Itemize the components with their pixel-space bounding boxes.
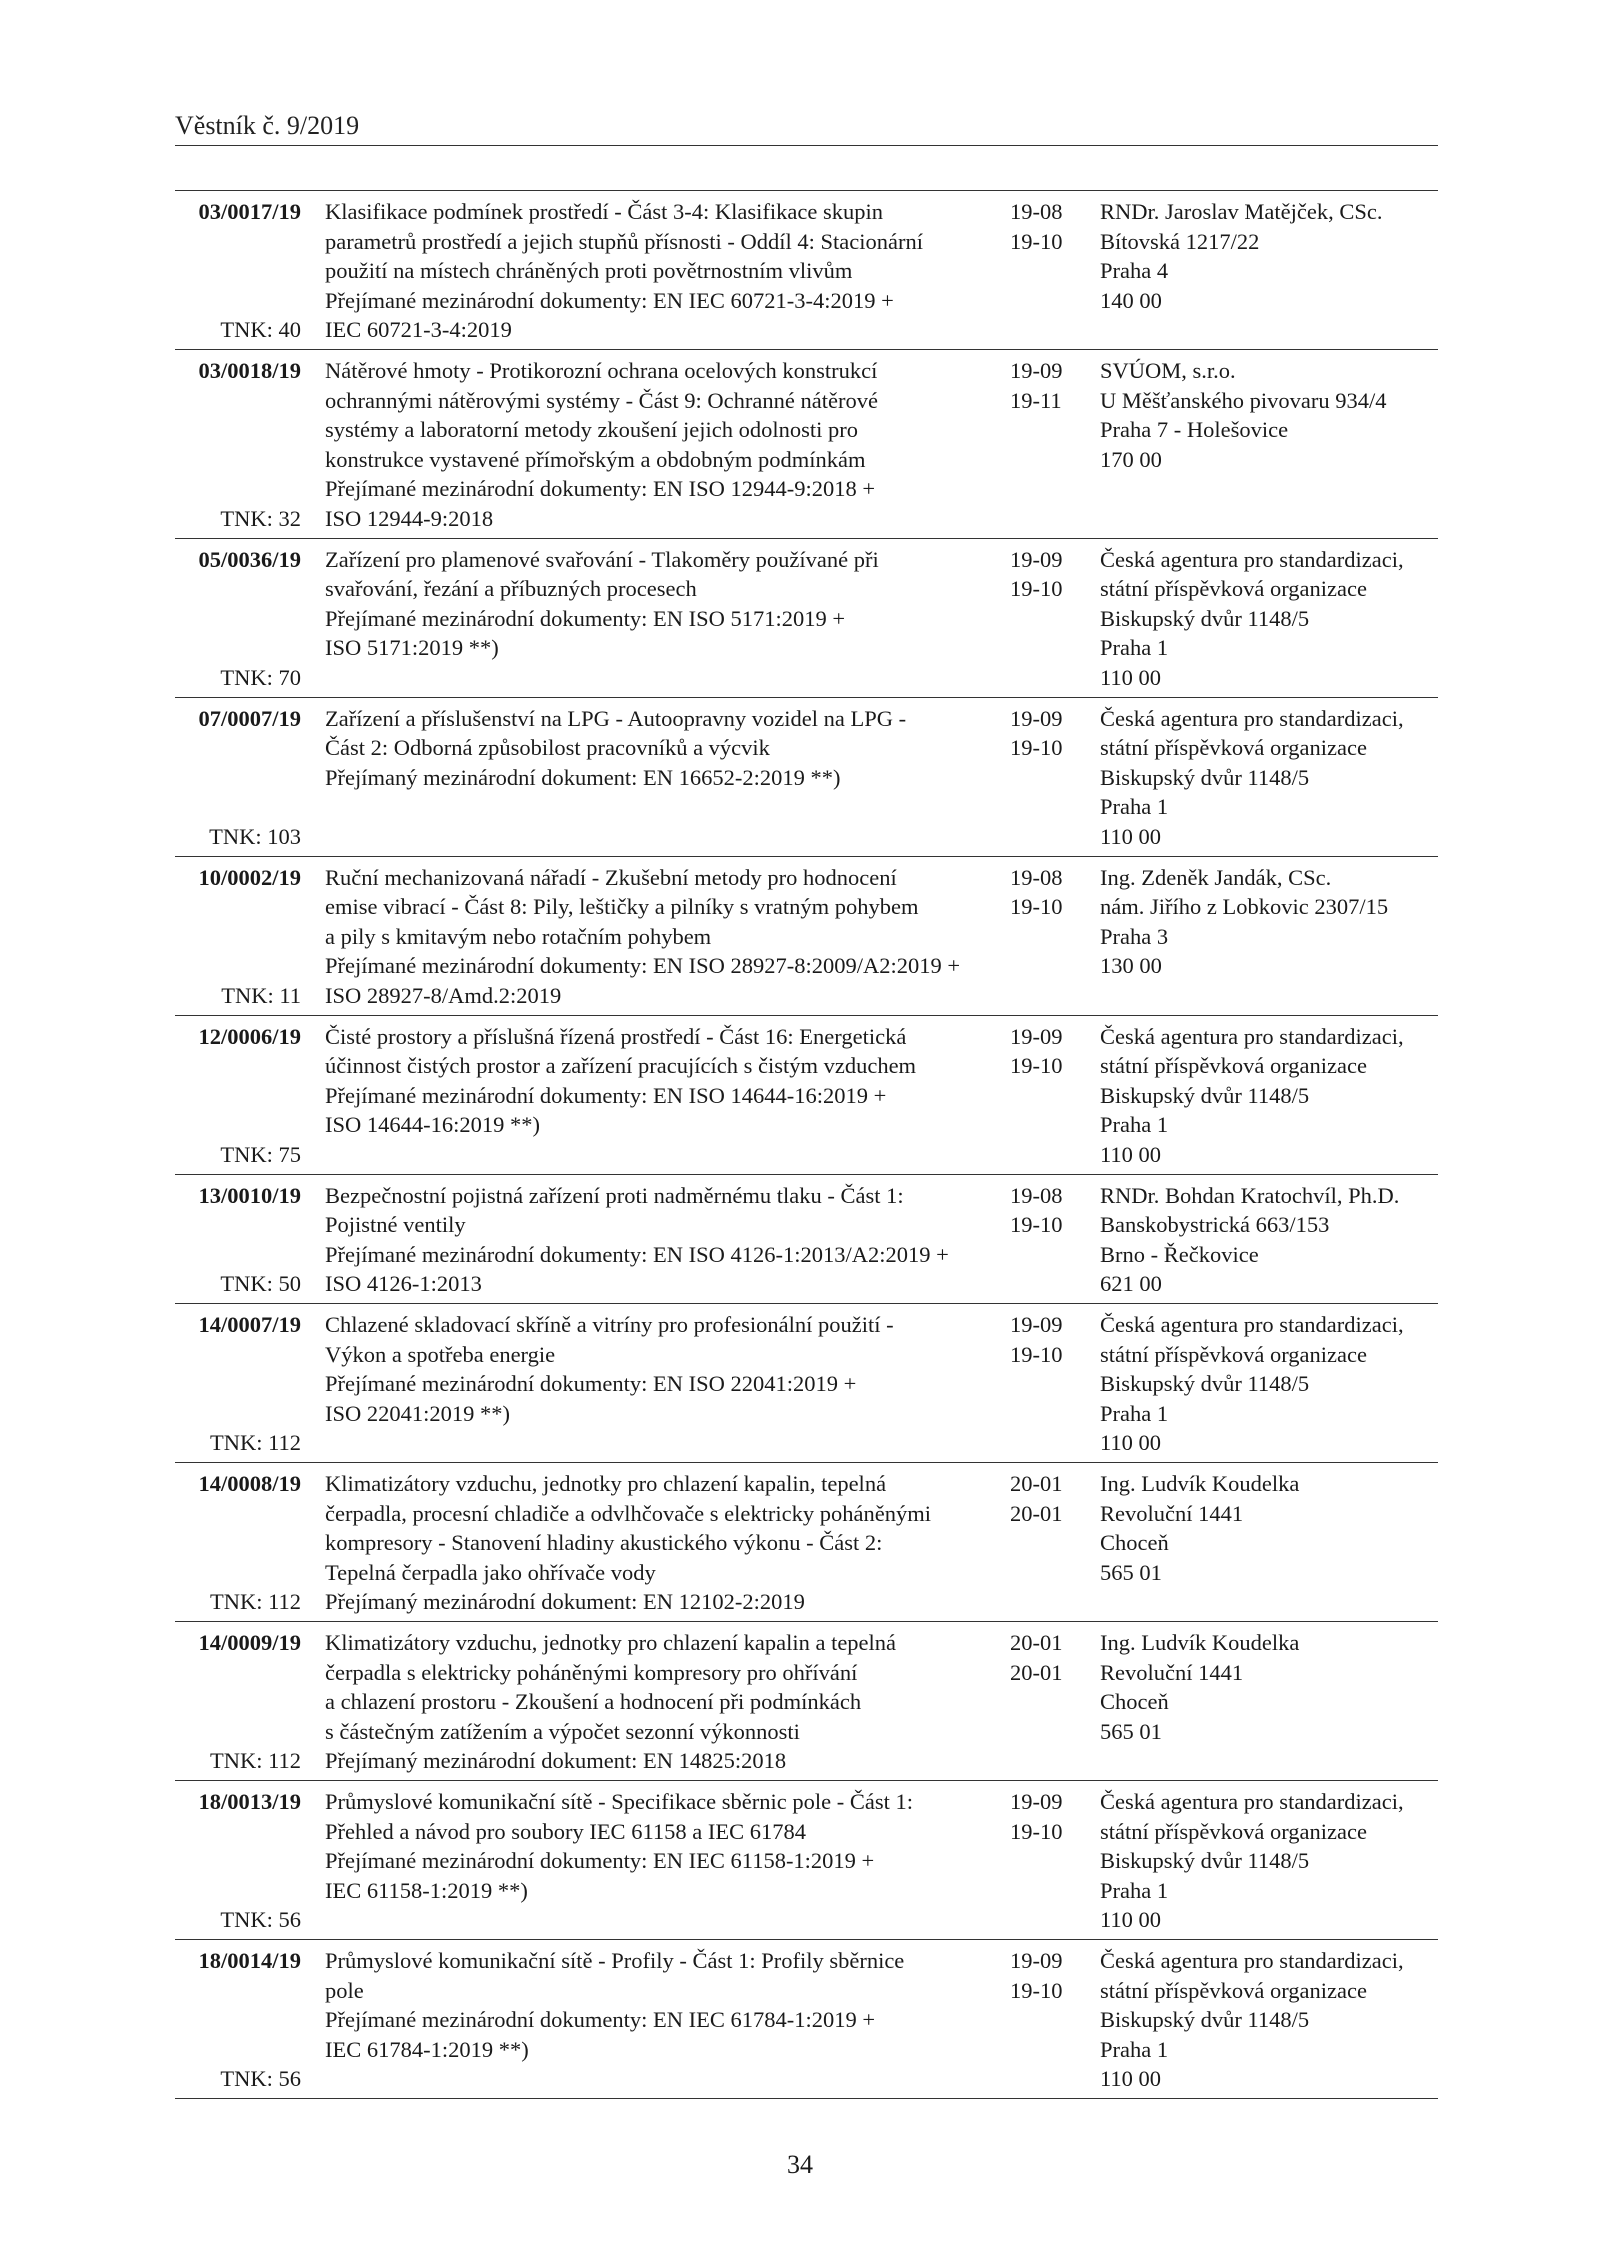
- entry-title-line: IEC 61158-1:2019 **): [325, 1877, 528, 1903]
- entry-title-cell: [325, 1787, 985, 1905]
- entry-date: 19-08: [1010, 1182, 1063, 1208]
- entry-title-cell: [325, 356, 985, 534]
- entry-code: 07/0007/19: [198, 705, 301, 731]
- table-row: [175, 1463, 1438, 1622]
- entry-date: 19-09: [1010, 546, 1063, 572]
- entry-address-line: Brno - Řečkovice: [1100, 1241, 1259, 1267]
- entry-address-line: Ing. Ludvík Koudelka: [1100, 1470, 1300, 1496]
- entry-address-line: Bítovská 1217/22: [1100, 228, 1260, 254]
- entry-address-line: státní příspěvková organizace: [1100, 1818, 1367, 1844]
- entry-date: 20-01: [1010, 1500, 1063, 1526]
- entry-title-line: Přejímané mezinárodní dokumenty: EN IEC 61158-1:2019 +: [325, 1848, 875, 1874]
- entry-address-line: 110 00: [1100, 1907, 1162, 1933]
- entry-dates-cell: [1010, 1946, 1080, 2005]
- entry-code: 14/0008/19: [198, 1470, 301, 1496]
- entry-date: 19-09: [1010, 1947, 1063, 1973]
- entry-title-line: svařování, řezání a příbuzných procesech: [325, 576, 697, 602]
- table-row: [175, 1175, 1438, 1304]
- entry-title-line: Přejímané mezinárodní dokumenty: EN ISO 4126-1:2013/A2:2019 +: [325, 1241, 949, 1267]
- entry-title-line: Přejímané mezinárodní dokumenty: EN IEC 60721-3-4:2019 +: [325, 287, 894, 313]
- table-row: [175, 191, 1438, 350]
- entry-title-cell: [325, 1310, 985, 1428]
- entry-address-line: Ing. Ludvík Koudelka: [1100, 1629, 1300, 1655]
- entry-address-line: nám. Jiřího z Lobkovic 2307/15: [1100, 894, 1389, 920]
- entry-id-cell: [175, 863, 301, 1011]
- entry-date: 19-09: [1010, 358, 1063, 383]
- entry-title-line: IEC 60721-3-4:2019: [325, 317, 512, 343]
- entry-code: 13/0010/19: [198, 1182, 301, 1208]
- table-row: [175, 1016, 1438, 1175]
- table-row: [175, 857, 1438, 1016]
- entry-title-cell: [325, 545, 985, 663]
- entry-title-line: Bezpečnostní pojistná zařízení proti nadměrnému tlaku - Část 1:: [325, 1182, 904, 1208]
- page-number: 34: [787, 2150, 813, 2179]
- entry-tnk: TNK: 40: [220, 317, 301, 343]
- entry-title-line: Zařízení a příslušenství na LPG - Autoopravny vozidel na LPG -: [325, 705, 907, 731]
- entry-address-line: Banskobystrická 663/153: [1100, 1212, 1330, 1238]
- entry-title-line: Klimatizátory vzduchu, jednotky pro chlazení kapalin, tepelná: [325, 1470, 887, 1496]
- entry-id-cell: [175, 1469, 301, 1617]
- entry-date: 20-01: [1010, 1659, 1063, 1685]
- entry-address-line: RNDr. Bohdan Kratochvíl, Ph.D.: [1100, 1182, 1400, 1208]
- entry-title-cell: [325, 1181, 985, 1299]
- entry-address-line: Praha 7 - Holešovice: [1100, 417, 1289, 443]
- entry-address-line: Choceň: [1100, 1530, 1169, 1556]
- table-row: [175, 698, 1438, 857]
- header-divider: [175, 145, 1438, 146]
- entry-dates-cell: [1010, 704, 1080, 763]
- entry-title-line: systémy a laboratorní metody zkoušení jejich odolnosti pro: [325, 417, 859, 443]
- entry-title-line: ISO 5171:2019 **): [325, 635, 499, 661]
- entry-title-line: Přejímaný mezinárodní dokument: EN 14825:2018: [325, 1748, 787, 1774]
- entry-address-cell: [1100, 1310, 1440, 1458]
- entry-title-cell: [325, 863, 985, 1011]
- entry-title-line: ISO 22041:2019 **): [325, 1400, 510, 1426]
- entry-address-line: Česká agentura pro standardizaci,: [1100, 1311, 1404, 1337]
- entry-address-line: státní příspěvková organizace: [1100, 1341, 1367, 1367]
- entry-code: 03/0018/19: [198, 358, 301, 383]
- entry-address-line: Biskupský dvůr 1148/5: [1100, 1848, 1310, 1874]
- entry-address-line: Biskupský dvůr 1148/5: [1100, 605, 1310, 631]
- entry-tnk: TNK: 103: [209, 824, 301, 849]
- entry-code: 18/0013/19: [198, 1788, 301, 1814]
- entry-dates-cell: [1010, 1022, 1080, 1081]
- entry-date: 19-10: [1010, 1818, 1063, 1844]
- entry-address-line: Česká agentura pro standardizaci,: [1100, 546, 1404, 572]
- entry-address-line: Praha 1: [1100, 1112, 1169, 1138]
- entry-date: 19-10: [1010, 1212, 1063, 1238]
- entry-title-line: Tepelná čerpadla jako ohřívače vody: [325, 1559, 656, 1585]
- entry-address-line: státní příspěvková organizace: [1100, 1977, 1367, 2003]
- entry-title-line: Průmyslové komunikační sítě - Specifikace sběrnic pole - Část 1:: [325, 1788, 913, 1814]
- entry-title-line: Část 2: Odborná způsobilost pracovníků a výcvik: [325, 735, 770, 761]
- entry-address-cell: [1100, 1022, 1440, 1170]
- entry-id-cell: [175, 1022, 301, 1170]
- entry-address-line: Praha 1: [1100, 2036, 1169, 2062]
- entry-title-line: konstrukce vystavené přímořským a obdobným podmínkám: [325, 446, 866, 472]
- entry-address-cell: [1100, 704, 1440, 852]
- entry-date: 19-10: [1010, 228, 1063, 254]
- table-row: [175, 539, 1438, 698]
- entry-address-line: Praha 1: [1100, 794, 1169, 820]
- entry-date: 19-09: [1010, 1311, 1063, 1337]
- entry-dates-cell: [1010, 1310, 1080, 1369]
- entry-title-line: Výkon a spotřeba energie: [325, 1341, 556, 1367]
- entry-tnk: TNK: 50: [220, 1271, 301, 1297]
- entry-date: 19-08: [1010, 199, 1063, 224]
- entry-title-line: čerpadla s elektricky poháněnými kompresory pro ohřívání: [325, 1659, 858, 1685]
- entry-dates-cell: [1010, 1469, 1080, 1528]
- entry-title-line: a pily s kmitavým nebo rotačním pohybem: [325, 923, 712, 949]
- entry-date: 19-10: [1010, 1341, 1063, 1367]
- entry-address-cell: [1100, 356, 1440, 474]
- entry-date: 20-01: [1010, 1470, 1063, 1496]
- entry-tnk: TNK: 56: [220, 2066, 301, 2092]
- entry-date: 19-11: [1010, 387, 1062, 413]
- entry-tnk: TNK: 11: [221, 983, 301, 1008]
- entry-dates-cell: [1010, 1787, 1080, 1846]
- entry-date: 19-08: [1010, 864, 1063, 890]
- entry-address-line: Česká agentura pro standardizaci,: [1100, 705, 1404, 731]
- entry-address-line: 565 01: [1100, 1559, 1162, 1585]
- entry-code: 05/0036/19: [198, 546, 301, 572]
- entry-title-line: Klimatizátory vzduchu, jednotky pro chlazení kapalin a tepelná: [325, 1629, 897, 1655]
- entry-address-line: státní příspěvková organizace: [1100, 1053, 1367, 1079]
- entry-title-line: ISO 28927-8/Amd.2:2019: [325, 982, 562, 1008]
- entry-code: 10/0002/19: [198, 864, 301, 890]
- entry-address-line: státní příspěvková organizace: [1100, 735, 1367, 761]
- entry-tnk: TNK: 56: [220, 1907, 301, 1933]
- entry-title-line: Nátěrové hmoty - Protikorozní ochrana ocelových konstrukcí: [325, 358, 878, 383]
- entry-address-line: Biskupský dvůr 1148/5: [1100, 1082, 1310, 1108]
- entry-tnk: TNK: 112: [209, 1589, 301, 1615]
- entry-address-line: Praha 4: [1100, 258, 1169, 284]
- page-header: Věstník č. 9/2019: [175, 111, 360, 140]
- entry-title-line: Čisté prostory a příslušná řízená prostředí - Část 16: Energetická: [325, 1023, 907, 1049]
- entry-tnk: TNK: 70: [220, 665, 301, 690]
- entry-dates-cell: [1010, 863, 1080, 922]
- entry-title-line: čerpadla, procesní chladiče a odvlhčovače s elektricky poháněnými: [325, 1500, 931, 1526]
- entry-title-line: Přehled a návod pro soubory IEC 61158 a IEC 61784: [325, 1818, 806, 1844]
- table-row: [175, 1940, 1438, 2099]
- entry-title-line: Zařízení pro plamenové svařování - Tlakoměry používané při: [325, 546, 879, 572]
- entry-title-line: parametrů prostředí a jejich stupňů přísnosti - Oddíl 4: Stacionární: [325, 228, 923, 254]
- entry-address-line: Praha 1: [1100, 1400, 1169, 1426]
- entry-address-line: Revoluční 1441: [1100, 1500, 1244, 1526]
- entry-title-line: Ruční mechanizovaná nářadí - Zkušební metody pro hodnocení: [325, 864, 897, 890]
- entry-title-cell: [325, 1469, 985, 1617]
- entry-title-line: Chlazené skladovací skříně a vitríny pro profesionální použití -: [325, 1311, 894, 1337]
- entry-address-line: Choceň: [1100, 1689, 1169, 1715]
- entry-title-line: Klasifikace podmínek prostředí - Část 3-4: Klasifikace skupin: [325, 199, 883, 224]
- entry-title-line: emise vibrací - Část 8: Pily, leštičky a pilníky s vratným pohybem: [325, 894, 919, 920]
- entry-title-line: Přejímané mezinárodní dokumenty: EN ISO 5171:2019 +: [325, 605, 846, 631]
- entry-address-cell: [1100, 863, 1440, 981]
- entry-date: 19-10: [1010, 576, 1063, 602]
- entry-address-cell: [1100, 545, 1440, 693]
- entry-date: 19-10: [1010, 1053, 1063, 1079]
- entry-id-cell: [175, 1946, 301, 2094]
- entry-dates-cell: [1010, 356, 1080, 415]
- entry-address-line: Biskupský dvůr 1148/5: [1100, 1371, 1310, 1397]
- entry-address-line: 140 00: [1100, 287, 1162, 313]
- entry-title-line: Přejímané mezinárodní dokumenty: EN ISO 22041:2019 +: [325, 1371, 857, 1397]
- entry-title-cell: [325, 1628, 985, 1776]
- entry-address-line: Ing. Zdeněk Jandák, CSc.: [1100, 864, 1332, 890]
- entry-title-line: Přejímaný mezinárodní dokument: EN 16652-2:2019 **): [325, 764, 841, 790]
- entry-title-line: ISO 12944-9:2018: [325, 505, 494, 531]
- entry-title-line: Přejímané mezinárodní dokumenty: EN ISO 12944-9:2018 +: [325, 476, 876, 502]
- entry-tnk: TNK: 112: [209, 1748, 301, 1774]
- entry-address-cell: [1100, 1787, 1440, 1935]
- entry-title-line: Přejímané mezinárodní dokumenty: EN IEC 61784-1:2019 +: [325, 2007, 876, 2033]
- entry-code: 12/0006/19: [198, 1023, 301, 1049]
- entry-address-line: 130 00: [1100, 953, 1162, 979]
- entry-address-line: Česká agentura pro standardizaci,: [1100, 1023, 1404, 1049]
- table-row: [175, 1622, 1438, 1781]
- entry-code: 03/0017/19: [198, 199, 301, 224]
- entry-dates-cell: [1010, 545, 1080, 604]
- entry-address-line: Biskupský dvůr 1148/5: [1100, 2007, 1310, 2033]
- entry-address-line: Česká agentura pro standardizaci,: [1100, 1947, 1404, 1973]
- entry-address-line: Česká agentura pro standardizaci,: [1100, 1788, 1404, 1814]
- entry-title-line: IEC 61784-1:2019 **): [325, 2036, 529, 2062]
- entry-address-line: RNDr. Jaroslav Matějček, CSc.: [1100, 199, 1383, 224]
- entry-address-cell: [1100, 1181, 1440, 1299]
- entry-title-line: použití na místech chráněných proti povětrnostním vlivům: [325, 258, 853, 284]
- entry-address-cell: [1100, 1628, 1440, 1746]
- entry-title-line: s částečným zatížením a výpočet sezonní výkonnosti: [325, 1718, 800, 1744]
- table-row: [175, 1781, 1438, 1940]
- entry-address-line: 565 01: [1100, 1718, 1162, 1744]
- table-row: [175, 350, 1438, 539]
- entry-id-cell: [175, 1787, 301, 1935]
- entry-title-line: Přejímané mezinárodní dokumenty: EN ISO 28927-8:2009/A2:2019 +: [325, 953, 961, 979]
- entry-code: 18/0014/19: [198, 1947, 301, 1973]
- entry-title-cell: [325, 704, 985, 793]
- entry-title-line: účinnost čistých prostor a zařízení pracujících s čistým vzduchem: [325, 1053, 917, 1079]
- entry-date: 19-09: [1010, 705, 1063, 731]
- entry-title-line: ISO 4126-1:2013: [325, 1271, 482, 1297]
- entry-address-line: U Měšťanského pivovaru 934/4: [1100, 387, 1387, 413]
- entry-address-line: 110 00: [1100, 1141, 1162, 1167]
- entry-date: 19-10: [1010, 735, 1063, 761]
- entry-address-line: Praha 1: [1100, 635, 1169, 661]
- entry-address-line: 170 00: [1100, 446, 1162, 472]
- entry-title-cell: [325, 197, 985, 345]
- entry-date: 19-09: [1010, 1023, 1063, 1049]
- entry-date: 20-01: [1010, 1629, 1063, 1655]
- entry-title-line: Průmyslové komunikační sítě - Profily - Část 1: Profily sběrnice: [325, 1947, 905, 1973]
- entry-address-line: 110 00: [1100, 2066, 1162, 2092]
- entry-tnk: TNK: 112: [209, 1430, 301, 1456]
- entry-address-line: 621 00: [1100, 1271, 1162, 1297]
- entry-title-line: pole: [325, 1977, 364, 2003]
- entry-title-line: ISO 14644-16:2019 **): [325, 1112, 540, 1138]
- entry-title-line: ochrannými nátěrovými systémy - Část 9: Ochranné nátěrové: [325, 387, 878, 413]
- entry-code: 14/0009/19: [198, 1629, 301, 1655]
- entry-title-line: a chlazení prostoru - Zkoušení a hodnocení při podmínkách: [325, 1689, 862, 1715]
- table-row: [175, 1304, 1438, 1463]
- entry-title-line: Pojistné ventily: [325, 1212, 466, 1238]
- entry-address-line: 110 00: [1100, 823, 1162, 849]
- entry-code: 14/0007/19: [198, 1311, 301, 1337]
- entry-date: 19-09: [1010, 1788, 1063, 1814]
- entry-date: 19-10: [1010, 1977, 1063, 2003]
- entry-id-cell: [175, 1181, 301, 1299]
- entry-date: 19-10: [1010, 894, 1063, 920]
- entry-address-line: SVÚOM, s.r.o.: [1100, 358, 1236, 383]
- entry-tnk: TNK: 75: [220, 1142, 301, 1167]
- standards-table: [175, 190, 1438, 2099]
- entry-address-line: Revoluční 1441: [1100, 1659, 1244, 1685]
- entry-id-cell: [175, 1310, 301, 1458]
- entry-title-line: Přejímaný mezinárodní dokument: EN 12102-2:2019: [325, 1589, 805, 1615]
- entry-address-line: Praha 3: [1100, 923, 1169, 949]
- entry-address-cell: [1100, 197, 1440, 315]
- entry-title-cell: [325, 1946, 985, 2064]
- entry-address-line: Biskupský dvůr 1148/5: [1100, 764, 1310, 790]
- entry-title-line: Přejímané mezinárodní dokumenty: EN ISO 14644-16:2019 +: [325, 1082, 887, 1108]
- entry-address-cell: [1100, 1946, 1440, 2094]
- entry-address-line: Praha 1: [1100, 1877, 1169, 1903]
- entry-address-line: 110 00: [1100, 664, 1162, 690]
- entry-id-cell: [175, 356, 301, 534]
- entry-tnk: TNK: 32: [220, 506, 301, 531]
- entry-dates-cell: [1010, 1181, 1080, 1240]
- entry-id-cell: [175, 197, 301, 345]
- entry-address-line: státní příspěvková organizace: [1100, 576, 1367, 602]
- entry-title-line: kompresory - Stanovení hladiny akustického výkonu - Část 2:: [325, 1530, 883, 1556]
- entry-address-line: 110 00: [1100, 1430, 1162, 1456]
- entry-dates-cell: [1010, 1628, 1080, 1687]
- entry-title-cell: [325, 1022, 985, 1140]
- entry-address-cell: [1100, 1469, 1440, 1587]
- entry-dates-cell: [1010, 197, 1080, 256]
- entry-id-cell: [175, 1628, 301, 1776]
- entry-id-cell: [175, 545, 301, 693]
- entry-id-cell: [175, 704, 301, 852]
